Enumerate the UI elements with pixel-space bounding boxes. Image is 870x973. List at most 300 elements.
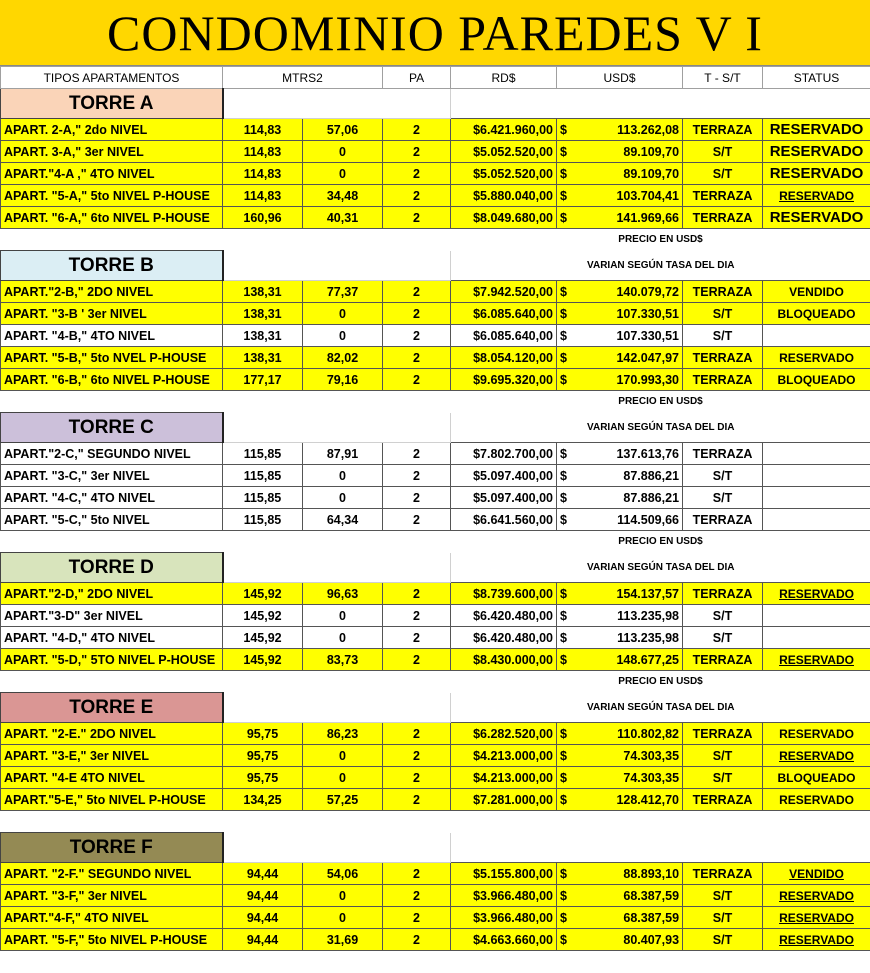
rd-price-cell[interactable]: $5.052.520,00: [451, 163, 557, 185]
table-row[interactable]: [1, 443, 870, 465]
tower-name[interactable]: TORRE C: [1, 413, 223, 443]
pa-cell[interactable]: 2: [383, 649, 451, 671]
apartment-cell[interactable]: APART. "5-B," 5to NVEL P-HOUSE: [1, 347, 223, 369]
pa-cell[interactable]: 2: [383, 929, 451, 951]
usd-value: [560, 329, 679, 343]
terraza-cell[interactable]: TERRAZA: [683, 509, 763, 531]
terraza-cell[interactable]: TERRAZA: [683, 369, 763, 391]
apartment-cell[interactable]: APART. "4-C," 4TO NIVEL: [1, 487, 223, 509]
pa-cell[interactable]: 2: [383, 885, 451, 907]
usd-price-cell[interactable]: [557, 487, 683, 509]
mtrs2-cell[interactable]: 145,92: [223, 583, 303, 605]
apartment-cell[interactable]: APART."2-D," 2DO NIVEL: [1, 583, 223, 605]
table-row[interactable]: [1, 583, 870, 605]
usd-amount: 148.677,25: [616, 653, 679, 667]
usd-price-cell[interactable]: [557, 885, 683, 907]
mtrs2-cell[interactable]: 115,85: [223, 465, 303, 487]
mtrs2-cell[interactable]: 177,17: [223, 369, 303, 391]
extra-area-cell[interactable]: 87,91: [303, 443, 383, 465]
header-mtrs2[interactable]: MTRS2: [223, 67, 383, 89]
terraza-cell[interactable]: S/T: [683, 141, 763, 163]
mtrs2-cell[interactable]: 134,25: [223, 789, 303, 811]
rd-price-cell[interactable]: $5.155.800,00: [451, 863, 557, 885]
terraza-cell[interactable]: S/T: [683, 929, 763, 951]
pa-cell[interactable]: 2: [383, 605, 451, 627]
usd-value: [560, 793, 679, 807]
apartment-cell[interactable]: APART. "5-A," 5to NIVEL P-HOUSE: [1, 185, 223, 207]
extra-area-cell[interactable]: 0: [303, 325, 383, 347]
pa-cell[interactable]: 2: [383, 141, 451, 163]
pa-cell[interactable]: 2: [383, 163, 451, 185]
usd-value: [560, 491, 679, 505]
usd-amount: 141.969,66: [616, 211, 679, 225]
pa-cell[interactable]: 2: [383, 347, 451, 369]
terraza-cell[interactable]: TERRAZA: [683, 119, 763, 141]
apartment-cell[interactable]: APART. "6-B," 6to NIVEL P-HOUSE: [1, 369, 223, 391]
extra-area-cell[interactable]: 83,73: [303, 649, 383, 671]
status-cell[interactable]: [763, 325, 870, 347]
usd-price-cell[interactable]: [557, 465, 683, 487]
extra-area-cell[interactable]: 86,23: [303, 723, 383, 745]
pa-cell[interactable]: 2: [383, 185, 451, 207]
rd-price-cell[interactable]: $6.420.480,00: [451, 627, 557, 649]
terraza-cell[interactable]: S/T: [683, 163, 763, 185]
extra-area-cell[interactable]: 96,63: [303, 583, 383, 605]
blank-cell: [1, 951, 451, 973]
extra-area-cell[interactable]: 0: [303, 907, 383, 929]
table-row[interactable]: [1, 281, 870, 303]
usd-price-cell[interactable]: [557, 649, 683, 671]
mtrs2-cell[interactable]: 160,96: [223, 207, 303, 229]
usd-price-cell[interactable]: [557, 369, 683, 391]
extra-area-cell[interactable]: 0: [303, 745, 383, 767]
tower-name[interactable]: TORRE F: [1, 833, 223, 863]
usd-value: [560, 727, 679, 741]
extra-area-cell[interactable]: 77,37: [303, 281, 383, 303]
apartment-cell[interactable]: APART. "3-E," 3er NIVEL: [1, 745, 223, 767]
pa-cell[interactable]: 2: [383, 207, 451, 229]
terraza-cell[interactable]: TERRAZA: [683, 443, 763, 465]
mtrs2-cell[interactable]: 95,75: [223, 767, 303, 789]
status-cell[interactable]: RESERVADO: [763, 929, 870, 951]
status-cell[interactable]: BLOQUEADO: [763, 767, 870, 789]
status-cell[interactable]: RESERVADO: [763, 907, 870, 929]
pa-cell[interactable]: 2: [383, 509, 451, 531]
terraza-cell[interactable]: S/T: [683, 325, 763, 347]
terraza-cell[interactable]: TERRAZA: [683, 863, 763, 885]
apartment-cell[interactable]: APART. "5-F," 5to NIVEL P-HOUSE: [1, 929, 223, 951]
currency-symbol: $: [560, 587, 567, 601]
header-rd[interactable]: RD$: [451, 67, 557, 89]
usd-amount: 87.886,21: [623, 469, 679, 483]
rd-price-cell[interactable]: $7.802.700,00: [451, 443, 557, 465]
apartment-cell[interactable]: APART. "6-A," 6to NIVEL P-HOUSE: [1, 207, 223, 229]
currency-symbol: $: [560, 793, 567, 807]
rd-price-cell[interactable]: $3.966.480,00: [451, 907, 557, 929]
apartment-cell[interactable]: APART."2-B," 2DO NIVEL: [1, 281, 223, 303]
mtrs2-cell[interactable]: 145,92: [223, 605, 303, 627]
tower-header-row: [1, 251, 870, 281]
usd-amount: 80.407,93: [623, 933, 679, 947]
status-cell[interactable]: [763, 443, 870, 465]
rd-price-cell[interactable]: $5.052.520,00: [451, 141, 557, 163]
pa-cell[interactable]: 2: [383, 767, 451, 789]
usd-price-cell[interactable]: [557, 281, 683, 303]
usd-price-cell[interactable]: [557, 141, 683, 163]
terraza-cell[interactable]: TERRAZA: [683, 789, 763, 811]
mtrs2-cell[interactable]: 94,44: [223, 863, 303, 885]
rd-price-cell[interactable]: $4.213.000,00: [451, 745, 557, 767]
usd-price-cell[interactable]: [557, 907, 683, 929]
rd-price-cell[interactable]: $5.880.040,00: [451, 185, 557, 207]
apartment-cell[interactable]: APART. 3-A," 3er NIVEL: [1, 141, 223, 163]
status-cell[interactable]: RESERVADO: [763, 207, 870, 229]
usd-value: [560, 867, 679, 881]
header-terraza[interactable]: T - S/T: [683, 67, 763, 89]
price-note: PRECIO EN USD$: [451, 671, 870, 693]
usd-value: [560, 307, 679, 321]
pa-cell[interactable]: 2: [383, 325, 451, 347]
status-cell[interactable]: RESERVADO: [763, 649, 870, 671]
apartment-cell[interactable]: APART."4-A ," 4TO NIVEL: [1, 163, 223, 185]
terraza-cell[interactable]: TERRAZA: [683, 281, 763, 303]
mtrs2-cell[interactable]: 138,31: [223, 347, 303, 369]
rd-price-cell[interactable]: $7.281.000,00: [451, 789, 557, 811]
tower-name[interactable]: TORRE A: [1, 89, 223, 119]
usd-price-cell[interactable]: [557, 185, 683, 207]
apartment-cell[interactable]: APART."2-C," SEGUNDO NIVEL: [1, 443, 223, 465]
usd-value: [560, 447, 679, 461]
currency-symbol: $: [560, 631, 567, 645]
status-cell[interactable]: RESERVADO: [763, 185, 870, 207]
rd-price-cell[interactable]: $4.663.660,00: [451, 929, 557, 951]
extra-area-cell[interactable]: 0: [303, 163, 383, 185]
terraza-cell[interactable]: S/T: [683, 907, 763, 929]
rd-price-cell[interactable]: $5.097.400,00: [451, 487, 557, 509]
currency-symbol: $: [560, 867, 567, 881]
pa-cell[interactable]: 2: [383, 723, 451, 745]
usd-value: [560, 749, 679, 763]
table-row[interactable]: [1, 369, 870, 391]
pa-cell[interactable]: 2: [383, 119, 451, 141]
terraza-cell[interactable]: TERRAZA: [683, 649, 763, 671]
usd-amount: 74.303,35: [623, 749, 679, 763]
extra-area-cell[interactable]: 0: [303, 465, 383, 487]
apartment-cell[interactable]: APART. "4-B," 4TO NIVEL: [1, 325, 223, 347]
table-row[interactable]: [1, 347, 870, 369]
pa-cell[interactable]: 2: [383, 465, 451, 487]
extra-area-cell[interactable]: 0: [303, 141, 383, 163]
usd-price-cell[interactable]: [557, 789, 683, 811]
rd-price-cell[interactable]: $6.282.520,00: [451, 723, 557, 745]
extra-area-cell[interactable]: 57,06: [303, 119, 383, 141]
pa-cell[interactable]: 2: [383, 627, 451, 649]
usd-value: [560, 911, 679, 925]
currency-symbol: $: [560, 889, 567, 903]
pa-cell[interactable]: 2: [383, 907, 451, 929]
mtrs2-cell[interactable]: 115,85: [223, 487, 303, 509]
status-cell[interactable]: VENDIDO: [763, 863, 870, 885]
pa-cell[interactable]: 2: [383, 487, 451, 509]
status-cell[interactable]: RESERVADO: [763, 723, 870, 745]
sheet-title: CONDOMINIO PAREDES V I: [0, 0, 870, 66]
price-note: PRECIO EN USD$: [451, 229, 870, 251]
table-row[interactable]: [1, 789, 870, 811]
terraza-cell[interactable]: TERRAZA: [683, 185, 763, 207]
tower-name[interactable]: TORRE D: [1, 553, 223, 583]
usd-value: [560, 653, 679, 667]
usd-price-cell[interactable]: [557, 723, 683, 745]
usd-price-cell[interactable]: [557, 767, 683, 789]
usd-price-cell[interactable]: [557, 163, 683, 185]
extra-area-cell[interactable]: 54,06: [303, 863, 383, 885]
tower-header-row: [1, 833, 870, 863]
apartment-cell[interactable]: APART. "2-F." SEGUNDO NIVEL: [1, 863, 223, 885]
usd-price-cell[interactable]: [557, 583, 683, 605]
apartment-cell[interactable]: APART. "3-F," 3er NIVEL: [1, 885, 223, 907]
status-cell[interactable]: RESERVADO: [763, 745, 870, 767]
header-status[interactable]: STATUS: [763, 67, 870, 89]
status-cell[interactable]: [763, 627, 870, 649]
usd-amount: 110.802,82: [617, 727, 679, 741]
usd-amount: 89.109,70: [623, 167, 679, 181]
rd-price-cell[interactable]: $6.641.560,00: [451, 509, 557, 531]
rd-price-cell[interactable]: $6.085.640,00: [451, 303, 557, 325]
currency-symbol: $: [560, 285, 567, 299]
table-row[interactable]: [1, 605, 870, 627]
usd-amount: 88.893,10: [623, 867, 679, 881]
table-row[interactable]: [1, 325, 870, 347]
usd-price-cell[interactable]: [557, 509, 683, 531]
status-cell[interactable]: BLOQUEADO: [763, 369, 870, 391]
tower-name[interactable]: TORRE E: [1, 693, 223, 723]
rd-price-cell[interactable]: $8.049.680,00: [451, 207, 557, 229]
table-row[interactable]: [1, 185, 870, 207]
table-row[interactable]: [1, 141, 870, 163]
extra-area-cell[interactable]: 0: [303, 885, 383, 907]
rd-price-cell[interactable]: $8.739.600,00: [451, 583, 557, 605]
table-row[interactable]: [1, 929, 870, 951]
pa-cell[interactable]: 2: [383, 443, 451, 465]
pa-cell[interactable]: 2: [383, 863, 451, 885]
terraza-cell[interactable]: TERRAZA: [683, 583, 763, 605]
mtrs2-cell[interactable]: 115,85: [223, 509, 303, 531]
pa-cell[interactable]: 2: [383, 281, 451, 303]
terraza-cell[interactable]: S/T: [683, 885, 763, 907]
terraza-cell[interactable]: S/T: [683, 465, 763, 487]
extra-area-cell[interactable]: 34,48: [303, 185, 383, 207]
status-cell[interactable]: [763, 487, 870, 509]
table-row[interactable]: [1, 649, 870, 671]
rd-price-cell[interactable]: $3.966.480,00: [451, 885, 557, 907]
rd-price-cell[interactable]: $8.430.000,00: [451, 649, 557, 671]
apartment-cell[interactable]: APART."5-E," 5to NIVEL P-HOUSE: [1, 789, 223, 811]
terraza-cell[interactable]: TERRAZA: [683, 347, 763, 369]
rd-price-cell[interactable]: $9.695.320,00: [451, 369, 557, 391]
extra-area-cell[interactable]: 0: [303, 767, 383, 789]
apartment-cell[interactable]: APART. "3-B ' 3er NIVEL: [1, 303, 223, 325]
usd-amount: 142.047,97: [616, 351, 679, 365]
extra-area-cell[interactable]: 79,16: [303, 369, 383, 391]
pa-cell[interactable]: 2: [383, 789, 451, 811]
usd-value: [560, 771, 679, 785]
mtrs2-cell[interactable]: 114,83: [223, 163, 303, 185]
rd-price-cell[interactable]: $6.420.480,00: [451, 605, 557, 627]
table-row[interactable]: [1, 509, 870, 531]
table-row[interactable]: [1, 119, 870, 141]
status-cell[interactable]: RESERVADO: [763, 119, 870, 141]
rd-price-cell[interactable]: $8.054.120,00: [451, 347, 557, 369]
status-cell[interactable]: [763, 465, 870, 487]
usd-price-cell[interactable]: [557, 627, 683, 649]
currency-symbol: $: [560, 329, 567, 343]
status-cell[interactable]: [763, 509, 870, 531]
rd-price-cell[interactable]: $4.213.000,00: [451, 767, 557, 789]
usd-price-cell[interactable]: [557, 745, 683, 767]
usd-price-cell[interactable]: [557, 325, 683, 347]
terraza-cell[interactable]: S/T: [683, 767, 763, 789]
rate-note: [451, 833, 870, 863]
usd-value: [560, 285, 679, 299]
apartment-cell[interactable]: APART."4-F," 4TO NIVEL: [1, 907, 223, 929]
terraza-cell[interactable]: TERRAZA: [683, 723, 763, 745]
mtrs2-cell[interactable]: 145,92: [223, 627, 303, 649]
table-row[interactable]: [1, 863, 870, 885]
table-row[interactable]: [1, 907, 870, 929]
rd-price-cell[interactable]: $7.942.520,00: [451, 281, 557, 303]
usd-price-cell[interactable]: [557, 119, 683, 141]
usd-amount: 68.387,59: [623, 911, 679, 925]
extra-area-cell[interactable]: 64,34: [303, 509, 383, 531]
note-row: [1, 671, 870, 693]
table-row[interactable]: [1, 163, 870, 185]
currency-symbol: $: [560, 727, 567, 741]
usd-price-cell[interactable]: [557, 443, 683, 465]
terraza-cell[interactable]: S/T: [683, 303, 763, 325]
apartment-cell[interactable]: APART. "5-C," 5to NIVEL: [1, 509, 223, 531]
extra-area-cell[interactable]: 0: [303, 303, 383, 325]
extra-area-cell[interactable]: 40,31: [303, 207, 383, 229]
blank-cell: [223, 553, 451, 583]
terraza-cell[interactable]: TERRAZA: [683, 207, 763, 229]
usd-price-cell[interactable]: [557, 605, 683, 627]
apartment-cell[interactable]: APART. "4-E 4TO NIVEL: [1, 767, 223, 789]
status-cell[interactable]: RESERVADO: [763, 141, 870, 163]
apartment-cell[interactable]: APART. "4-D," 4TO NIVEL: [1, 627, 223, 649]
mtrs2-cell[interactable]: 145,92: [223, 649, 303, 671]
status-cell[interactable]: RESERVADO: [763, 347, 870, 369]
status-cell[interactable]: BLOQUEADO: [763, 303, 870, 325]
extra-area-cell[interactable]: 0: [303, 487, 383, 509]
terraza-cell[interactable]: S/T: [683, 745, 763, 767]
usd-price-cell[interactable]: [557, 347, 683, 369]
terraza-cell[interactable]: S/T: [683, 627, 763, 649]
extra-area-cell[interactable]: 31,69: [303, 929, 383, 951]
status-cell[interactable]: VENDIDO: [763, 281, 870, 303]
usd-price-cell[interactable]: [557, 303, 683, 325]
usd-amount: 87.886,21: [623, 491, 679, 505]
pa-cell[interactable]: 2: [383, 369, 451, 391]
mtrs2-cell[interactable]: 94,44: [223, 929, 303, 951]
mtrs2-cell[interactable]: 95,75: [223, 723, 303, 745]
currency-symbol: $: [560, 167, 567, 181]
tower-name[interactable]: TORRE B: [1, 251, 223, 281]
extra-area-cell[interactable]: 57,25: [303, 789, 383, 811]
currency-symbol: $: [560, 933, 567, 947]
terraza-cell[interactable]: S/T: [683, 487, 763, 509]
terraza-cell[interactable]: S/T: [683, 605, 763, 627]
table-row[interactable]: [1, 207, 870, 229]
mtrs2-cell[interactable]: 114,83: [223, 141, 303, 163]
usd-price-cell[interactable]: [557, 929, 683, 951]
apartment-cell[interactable]: APART."3-D" 3er NIVEL: [1, 605, 223, 627]
mtrs2-cell[interactable]: 95,75: [223, 745, 303, 767]
blank-cell: [223, 413, 451, 443]
currency-symbol: $: [560, 145, 567, 159]
mtrs2-cell[interactable]: 115,85: [223, 443, 303, 465]
table-row[interactable]: [1, 465, 870, 487]
status-cell[interactable]: [763, 605, 870, 627]
currency-symbol: $: [560, 307, 567, 321]
extra-area-cell[interactable]: 0: [303, 605, 383, 627]
currency-symbol: $: [560, 211, 567, 225]
extra-area-cell[interactable]: 0: [303, 627, 383, 649]
mtrs2-cell[interactable]: 138,31: [223, 325, 303, 347]
usd-value: [560, 189, 679, 203]
mtrs2-cell[interactable]: 114,83: [223, 119, 303, 141]
usd-value: [560, 211, 679, 225]
note-row: [1, 811, 870, 833]
apartment-cell[interactable]: APART. "5-D," 5TO NIVEL P-HOUSE: [1, 649, 223, 671]
usd-price-cell[interactable]: [557, 863, 683, 885]
usd-amount: 154.137,57: [616, 587, 679, 601]
table-row[interactable]: [1, 723, 870, 745]
mtrs2-cell[interactable]: 114,83: [223, 185, 303, 207]
table-row[interactable]: [1, 303, 870, 325]
header-tipos[interactable]: TIPOS APARTAMENTOS: [1, 67, 223, 89]
pa-cell[interactable]: 2: [383, 583, 451, 605]
status-cell[interactable]: RESERVADO: [763, 789, 870, 811]
blank-cell: [1, 671, 451, 693]
table-row[interactable]: [1, 767, 870, 789]
status-cell[interactable]: RESERVADO: [763, 583, 870, 605]
rd-price-cell[interactable]: $6.421.960,00: [451, 119, 557, 141]
currency-symbol: $: [560, 189, 567, 203]
mtrs2-cell[interactable]: 138,31: [223, 303, 303, 325]
usd-amount: 113.235,98: [617, 631, 679, 645]
header-pa[interactable]: PA: [383, 67, 451, 89]
status-cell[interactable]: RESERVADO: [763, 163, 870, 185]
pa-cell[interactable]: 2: [383, 303, 451, 325]
apartment-cell[interactable]: APART. 2-A," 2do NIVEL: [1, 119, 223, 141]
rd-price-cell[interactable]: $5.097.400,00: [451, 465, 557, 487]
header-usd[interactable]: USD$: [557, 67, 683, 89]
table-row[interactable]: [1, 745, 870, 767]
mtrs2-cell[interactable]: 94,44: [223, 907, 303, 929]
table-row[interactable]: [1, 885, 870, 907]
table-row[interactable]: [1, 487, 870, 509]
apartment-cell[interactable]: APART. "2-E." 2DO NIVEL: [1, 723, 223, 745]
usd-price-cell[interactable]: [557, 207, 683, 229]
apartment-cell[interactable]: APART. "3-C," 3er NIVEL: [1, 465, 223, 487]
mtrs2-cell[interactable]: 138,31: [223, 281, 303, 303]
mtrs2-cell[interactable]: 94,44: [223, 885, 303, 907]
extra-area-cell[interactable]: 82,02: [303, 347, 383, 369]
pa-cell[interactable]: 2: [383, 745, 451, 767]
table-row[interactable]: [1, 627, 870, 649]
status-cell[interactable]: RESERVADO: [763, 885, 870, 907]
rd-price-cell[interactable]: $6.085.640,00: [451, 325, 557, 347]
